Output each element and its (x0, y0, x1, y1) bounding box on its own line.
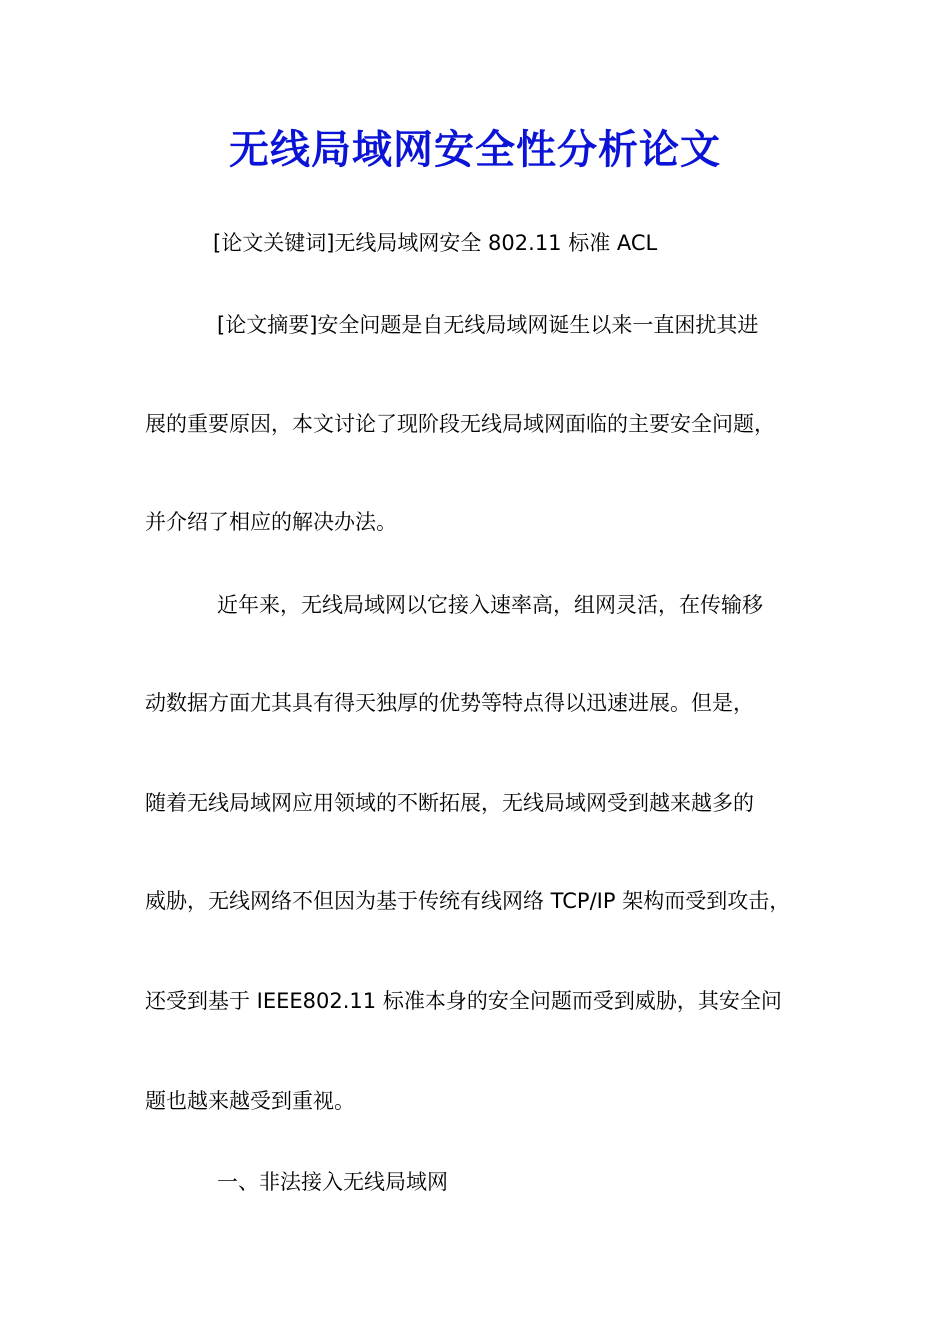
body-line-5: 还受到基于 IEEE802.11 标准本身的安全问题而受到威胁，其安全问 (145, 989, 782, 1013)
body-line-3: 随着无线局域网应用领域的不断拓展，无线局域网受到越来越多的 (145, 791, 754, 815)
body-line-6: 题也越来越受到重视。 (145, 1089, 355, 1113)
abstract-line-3: 并介绍了相应的解决办法。 (145, 510, 397, 534)
abstract-line-2: 展的重要原因，本文讨论了现阶段无线局域网面临的主要安全问题， (145, 412, 775, 436)
section-heading: 一、非法接入无线局域网 (217, 1170, 448, 1194)
keywords-line: [论文关键词]无线局域网安全 802.11 标准 ACL (213, 231, 658, 255)
abstract-line-1: [论文摘要]安全问题是自无线局域网诞生以来一直困扰其进 (217, 313, 759, 337)
body-line-4: 威胁，无线网络不但因为基于传统有线网络 TCP/IP 架构而受到攻击， (145, 889, 791, 913)
document-title: 无线局域网安全性分析论文 (229, 126, 721, 173)
body-line-2: 动数据方面尤其具有得天独厚的优势等特点得以迅速进展。但是， (145, 691, 754, 715)
body-line-1: 近年来，无线局域网以它接入速率高，组网灵活，在传输移 (217, 593, 763, 617)
